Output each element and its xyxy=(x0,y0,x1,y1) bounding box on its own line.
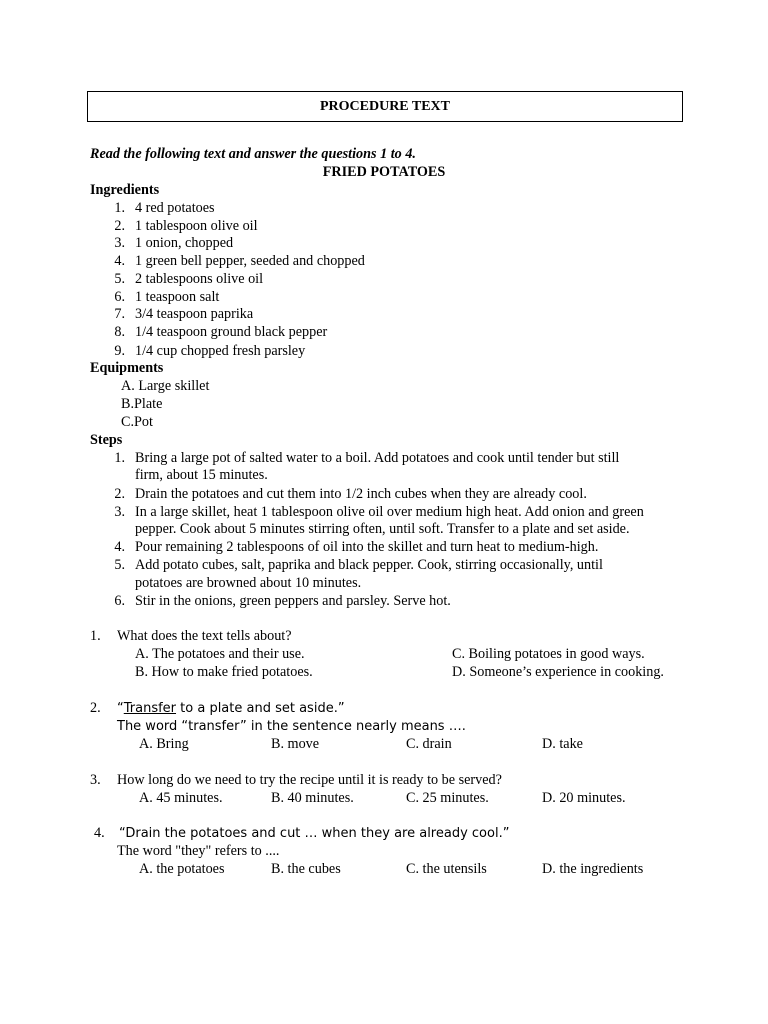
page-title-text: PROCEDURE TEXT xyxy=(319,98,451,114)
question-prompt: The word "they" refers to .... xyxy=(117,843,280,859)
step-number: 3. xyxy=(114,504,125,520)
page-title xyxy=(87,91,683,122)
step-number: 5. xyxy=(114,557,125,573)
answer-option[interactable]: A. 45 minutes. xyxy=(139,790,223,806)
list-item-number: 2. xyxy=(114,218,125,234)
answer-option[interactable]: D. take xyxy=(542,736,583,752)
list-item: 1/4 teaspoon ground black pepper xyxy=(135,324,328,340)
step-text: Add potato cubes, salt, paprika and black pepper. Cook, stirring occasionally, until xyxy=(135,557,603,573)
answer-option[interactable]: C. Boiling potatoes in good ways. xyxy=(452,646,645,662)
quote-rest: to a plate and set aside.” xyxy=(176,701,345,716)
list-item: 3/4 teaspoon paprika xyxy=(135,306,254,322)
list-item-number: 9. xyxy=(114,343,125,359)
steps-heading: Steps xyxy=(90,432,123,448)
list-item: 1 tablespoon olive oil xyxy=(135,218,258,234)
list-item-number: 6. xyxy=(114,289,125,305)
step-number: 4. xyxy=(114,539,125,555)
question-quote xyxy=(117,700,345,718)
ingredients-heading: Ingredients xyxy=(90,182,160,198)
equipments-heading: Equipments xyxy=(90,360,164,376)
instruction-text: Read the following text and answer the questions 1 to 4. xyxy=(90,146,416,162)
question-prompt: How long do we need to try the recipe until it is ready to be served? xyxy=(117,772,502,788)
answer-option[interactable]: C. drain xyxy=(406,736,452,752)
step-text: potatoes are browned about 10 minutes. xyxy=(135,575,362,591)
question-prompt: The word “transfer” in the sentence nearly means …. xyxy=(117,719,466,734)
list-item-number: 3. xyxy=(114,235,125,251)
list-item: 4 red potatoes xyxy=(135,200,215,216)
list-item-number: 5. xyxy=(114,271,125,287)
answer-option[interactable]: A. the potatoes xyxy=(139,861,225,877)
recipe-title: FRIED POTATOES xyxy=(322,164,446,180)
list-item: B.Plate xyxy=(121,396,163,412)
answer-option[interactable]: B. How to make fried potatoes. xyxy=(135,664,313,680)
answer-option[interactable]: D. 20 minutes. xyxy=(542,790,626,806)
answer-option[interactable]: B. 40 minutes. xyxy=(271,790,354,806)
question-prompt: What does the text tells about? xyxy=(117,628,292,644)
answer-option[interactable]: D. the ingredients xyxy=(542,861,644,877)
step-text: Pour remaining 2 tablespoons of oil into the skillet and turn heat to medium-high. xyxy=(135,539,599,555)
question-number: 2. xyxy=(90,700,101,716)
list-item-number: 1. xyxy=(114,200,125,216)
question-number: 3. xyxy=(90,772,101,788)
list-item: 1 green bell pepper, seeded and chopped xyxy=(135,253,365,269)
step-text: In a large skillet, heat 1 tablespoon olive oil over medium high heat. Add onion and green xyxy=(135,504,644,520)
quoted-word: Transfer xyxy=(123,701,177,716)
list-item: 1/4 cup chopped fresh parsley xyxy=(135,343,306,359)
question-number: 4. xyxy=(94,825,105,841)
answer-option[interactable]: C. the utensils xyxy=(406,861,487,877)
step-text: Drain the potatoes and cut them into 1/2 inch cubes when they are already cool. xyxy=(135,486,587,502)
step-text: Stir in the onions, green peppers and parsley. Serve hot. xyxy=(135,593,451,609)
step-text: firm, about 15 minutes. xyxy=(135,467,268,483)
answer-option[interactable]: B. the cubes xyxy=(271,861,341,877)
list-item: 1 onion, chopped xyxy=(135,235,234,251)
list-item-number: 4. xyxy=(114,253,125,269)
question-quote: “Drain the potatoes and cut … when they are already cool.” xyxy=(119,826,510,841)
list-item-number: 8. xyxy=(114,324,125,340)
answer-option[interactable]: B. move xyxy=(271,736,320,752)
list-item: 1 teaspoon salt xyxy=(135,289,220,305)
quote-open: “ xyxy=(117,701,124,716)
list-item-number: 7. xyxy=(114,306,125,322)
answer-option[interactable]: D. Someone’s experience in cooking. xyxy=(452,664,664,680)
step-number: 2. xyxy=(114,486,125,502)
answer-option[interactable]: C. 25 minutes. xyxy=(406,790,489,806)
answer-option[interactable]: A. Bring xyxy=(139,736,189,752)
list-item: 2 tablespoons olive oil xyxy=(135,271,264,287)
step-number: 1. xyxy=(114,450,125,466)
question-number: 1. xyxy=(90,628,101,644)
step-number: 6. xyxy=(114,593,125,609)
list-item: A. Large skillet xyxy=(121,378,210,394)
answer-option[interactable]: A. The potatoes and their use. xyxy=(135,646,305,662)
step-text: Bring a large pot of salted water to a boil. Add potatoes and cook until tender but still xyxy=(135,450,620,466)
step-text: pepper. Cook about 5 minutes stirring often, until soft. Transfer to a plate and set aside. xyxy=(135,521,630,537)
list-item: C.Pot xyxy=(121,414,153,430)
